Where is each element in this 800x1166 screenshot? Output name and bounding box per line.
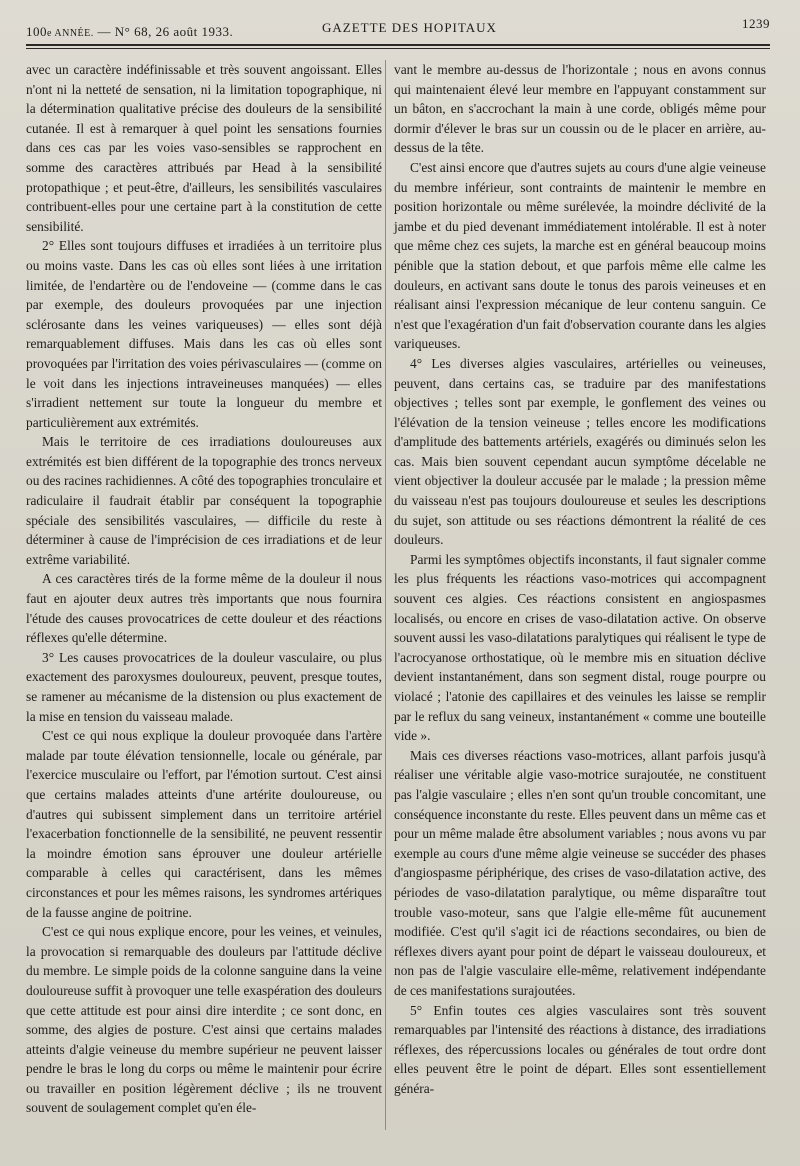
right-column: [394, 60, 766, 1098]
paragraph: 2° Elles sont toujours diffuses et irradiées à un territoire plus ou moins vaste. Dans les cas où elles sont liées à une irritation limitée, de l'endartère ou de l'endoveine — (comme dans le cas par exemple, des douleurs provoquées par une injection sclérosante dans les veines variqueuses) — elles sont déjà remarquablement diffuses. Mais dans les cas où elles sont provoquées par l'irritation des voies périvasculaires — (comme on le voit dans les injections intraveineuses manquées) — elles s'irradient nettement sur toute la longueur du membre et particulièrement aux extrémités.: [26, 238, 382, 430]
page-number: 1239: [742, 16, 770, 31]
paragraph: C'est ainsi encore que d'autres sujets au cours d'une algie veineuse du membre inférieur, sont contraints de maintenir le membre en position horizontale ou même surélevée, la moindre déclivité de la jambe et du pied devenant immédiatement intolérable. Il est à noter que même chez ces sujets, la marche est en général beaucoup moins pénible que la station debout, et que parfois même elle calme les douleurs, en activant sans doute le tonus des parois veineuses et en réalisant ainsi l'expression mécanique de leur contenu sanguin. Ce n'est que l'exagération d'un fait d'observation courante dans les algies variqueuses.: [394, 159, 766, 352]
paragraph: 3° Les causes provocatrices de la douleur vasculaire, ou plus exactement des paroxysmes douloureux, peuvent, presque toutes, se ramener au mécanisme de la distension ou plus exactement de la mise en tension du vaisseau malade.: [26, 649, 382, 724]
paragraph: Mais ces diverses réactions vaso-motrices, allant parfois jusqu'à réaliser une véritable algie vaso-motrice surajoutée, ne constituent pas l'algie vasculaire ; elles n'en sont qu'un trouble concomitant, une conséquence inconstante du reste. Elles peuvent dans un même cas et pour un même malade être absolument variables ; nous avons vu par exemple au cours d'une même algie veineuse se succéder des phases d'angiospasme périphérique, des crises de vaso-dilatation active, des périodes de vaso-dilatation paralytique, ou même disparaître tout trouble vaso-moteur, sans que l'algie elle-même fût aucunement modifiée. C'est qu'il s'agit ici de réactions secondaires, ou bien de réflexes divers ayant pour point de départ le vaisseau douloureux, et non pas de l'algie vasculaire elle-même, relativement indépendante de ces manifestations surajoutées.: [394, 747, 766, 998]
issue-info: [26, 24, 233, 40]
column-divider: [385, 60, 386, 1130]
paragraph: 5° Enfin toutes ces algies vasculaires sont très souvent remarquables par l'intensité des réactions à distance, des irradiations réflexes, des répercussions locales ou générales de tout ordre dont elles peuvent être le point de départ. Elles sont essentiellement généra-: [394, 1002, 766, 1096]
journal-title: GAZETTE DES HOPITAUX: [322, 20, 497, 35]
paragraph: vant le membre au-dessus de l'horizontale ; nous en avons connus qui maintenaient élevé leur membre en l'appuyant constamment sur un bâton, en s'accrochant la main à une corde, obligés même pour dormir d'élever le bras sur un coussin ou de le placer en arrière, au-dessus de la tête.: [394, 62, 766, 156]
header-rule-thin: [26, 48, 770, 49]
paragraph: avec un caractère indéfinissable et très souvent angoissant. Elles n'ont ni la netteté de sensation, ni la limitation topographique, ni la détermination qualitative précise des douleurs de la sensibilité cutanée. Il est à remarquer à quel point les sensations fournies dans ces cas par les voies vaso-sensibles se rapprochent en somme des caractères attribués par Head à la sensibilité protopathique ; et peut-être, d'ailleurs, les sensibilités vasculaires contribuent-elles pour une certaine part à la constitution de cette sensibilité.: [26, 62, 382, 234]
year-suffix: e ANNÉE.: [47, 28, 94, 39]
header-rule: [26, 44, 770, 46]
paragraph: 4° Les diverses algies vasculaires, artérielles ou veineuses, peuvent, dans certains cas, se traduire par des manifestations objectives ; telles sont par exemple, le gonflement des veines ou l'élévation de la tension veineuse ; telles encore les modifications d'amplitude des battements artériels, exagérés ou diminués selon les cas. Mais bien souvent cependant aucun symptôme décelable ne vient objectiver la douleur accusée par le malade ; la pression même du vaisseau n'est pas toujours douloureuse et seules les descriptions du sujet, son attitude ou ses réactions démontrent la réalité de ces douleurs.: [394, 355, 766, 548]
left-column: [26, 60, 382, 1118]
paragraph: C'est ce qui nous explique la douleur provoquée dans l'artère malade par toute élévation tensionnelle, locale ou générale, par l'exercice musculaire ou l'effort, par l'émotion surtout. C'est ainsi que certains malades atteints d'une artérite douloureuse, ou d'autres qui subissent simplement dans un territoire artériel l'exacerbation fonctionnelle de la sensibilité, ne peuvent ressentir la moindre émotion sans éprouver une douleur artérielle comparable à celles qui caractérisent, dans les mêmes circonstances et pour les mêmes raisons, les syndromes artériques de la fausse angine de poitrine.: [26, 728, 382, 920]
paragraph: A ces caractères tirés de la forme même de la douleur il nous faut en ajouter deux autres très importants que nous fournira l'étude des causes provocatrices de cette douleur et des réactions réflexes qu'elle détermine.: [26, 571, 382, 646]
paragraph: Mais le territoire de ces irradiations douloureuses aux extrémités est bien différent de la topographie des troncs nerveux ou des racines rachidiennes. A côté des topographies tronculaire et radiculaire il faudrait établir par conséquent la topographie spéciale des sensibilités vasculaires, — difficile du reste à déterminer à cause de l'imprécision de ces irradiations et de leur extrême variabilité.: [26, 434, 382, 567]
year-number: 100: [26, 24, 47, 39]
paragraph: Parmi les symptômes objectifs inconstants, il faut signaler comme les plus fréquents les réactions vaso-motrices qui accompagnent souvent ces algies. Ces réactions consistent en angiospasmes localisés, ou encore en crises de vaso-dilatation active. On observe souvent aussi les vaso-dilatations paralytiques qui réalisent le type de l'acrocyanose orthostatique, où le membre mis en situation déclive devient instantanément, dans son segment distal, rouge pourpre ou violacé ; l'atonie des capillaires et des veinules les laisse se remplir par le reflux du sang veineux, instantanément « comme une bouteille vide ».: [394, 551, 766, 744]
issue-number-date: — N° 68, 26 août 1933.: [97, 24, 234, 39]
paragraph: C'est ce qui nous explique encore, pour les veines, et veinules, la provocation si remarquable des douleurs par l'attitude déclive du membre. Le simple poids de la colonne sanguine dans la veine douloureuse suffit à provoquer une telle exaspération des douleurs que cette attitude est pour ainsi dire interdite ; ce sont donc, en somme, des algies de posture. C'est ainsi que certains malades atteints d'algie veineuse du membre supérieur ne peuvent laisser pendre le bras le long du corps ou même le maintenir pour écrire ou travailler en position légèrement déclive ; ils ne trouvent souvent de soulagement complet qu'en éle-: [26, 924, 382, 1116]
page-header: [26, 16, 770, 46]
